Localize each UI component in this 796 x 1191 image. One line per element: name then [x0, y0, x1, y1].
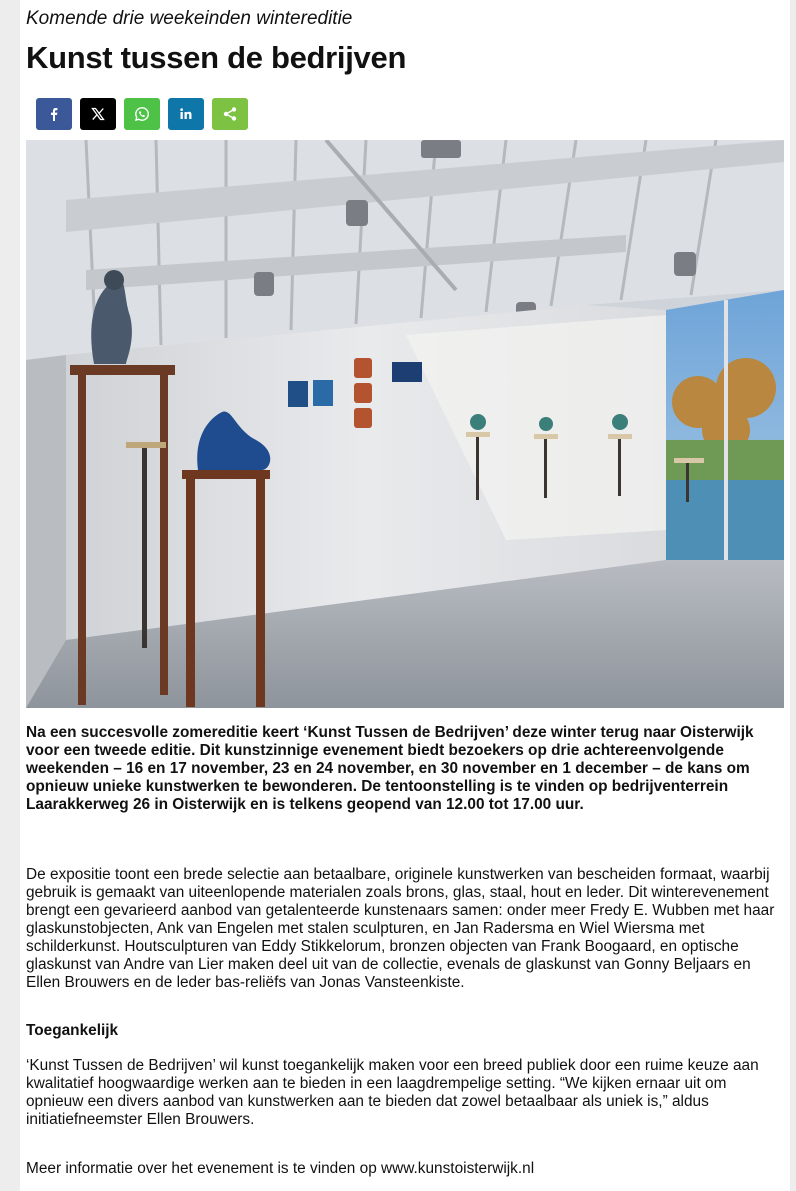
share-whatsapp-button[interactable] — [124, 98, 160, 130]
share-x-button[interactable] — [80, 98, 116, 130]
article-paragraph-1: De expositie toont een brede selectie aan betaalbare, originele kunstwerken van bescheiden formaat, waarbij gebruik is gemaakt van uiteenlopende materialen zoals brons, glas, staal, hout en leder. Dit winterevenement brengt een gevarieerd aanbod van getalenteerde kunstenaars samen: onder meer Fredy E. Wubben met haar glaskunstobjecten, Ank van Engelen met stalen sculpturen, en Jan Radersma en Wiel Wiersma met schilderkunst. Houtsculpturen van Eddy Stikkelorum, bronzen objecten van Frank Boogaard, en optische glaskunst van Andre van Lier maken deel uit van de collectie, evenals de glaskunst van Gonny Beljaars en Ellen Brouwers en de leder bas-reliëfs van Jonas Vansteenkiste. — [26, 866, 775, 991]
more-info-text: Meer informatie over het evenement is te vinden op www.kunstoisterwijk.nl — [26, 1160, 535, 1177]
share-facebook-button[interactable] — [36, 98, 72, 130]
article-paragraph-2: ‘Kunst Tussen de Bedrijven’ wil kunst toegankelijk maken voor een breed publiek door een ruime keuze aan kwalitatief hoogwaardige werken aan te bieden in een laagdrempelige setting. “We kijken ernaar uit om opnieuw een divers aanbod van kunstwerken aan te bieden dat zowel betaalbaar als uniek is,” aldus initiatiefneemster Ellen Brouwers. — [26, 1057, 759, 1128]
article-title: Kunst tussen de bedrijven — [26, 40, 407, 75]
article-kicker: Komende drie weekeinden wintereditie — [26, 8, 353, 29]
share-bar — [36, 98, 248, 130]
share-linkedin-button[interactable] — [168, 98, 204, 130]
facebook-icon — [47, 107, 61, 121]
gallery-photo — [26, 140, 784, 708]
section-heading: Toegankelijk — [26, 1022, 119, 1039]
share-icon — [222, 106, 238, 122]
x-icon — [91, 107, 105, 121]
article-page — [20, 0, 790, 1191]
article-lead: Na een succesvolle zomereditie keert ‘Kunst Tussen de Bedrijven’ deze winter terug naar Oisterwijk voor een tweede editie. Dit kunstzinnige evenement biedt bezoekers op drie achtereenvolgende weekenden – 16 en 17 november, 23 en 24 november, en 30 november en 1 december – de kans om opnieuw unieke kunstwerken te bewonderen. De tentoonstelling is te vinden op bedrijventerrein Laarakkerweg 26 in Oisterwijk en is telkens geopend van 12.00 tot 17.00 uur. — [26, 724, 754, 813]
share-more-button[interactable] — [212, 98, 248, 130]
linkedin-icon — [179, 107, 193, 121]
whatsapp-icon — [134, 106, 150, 122]
